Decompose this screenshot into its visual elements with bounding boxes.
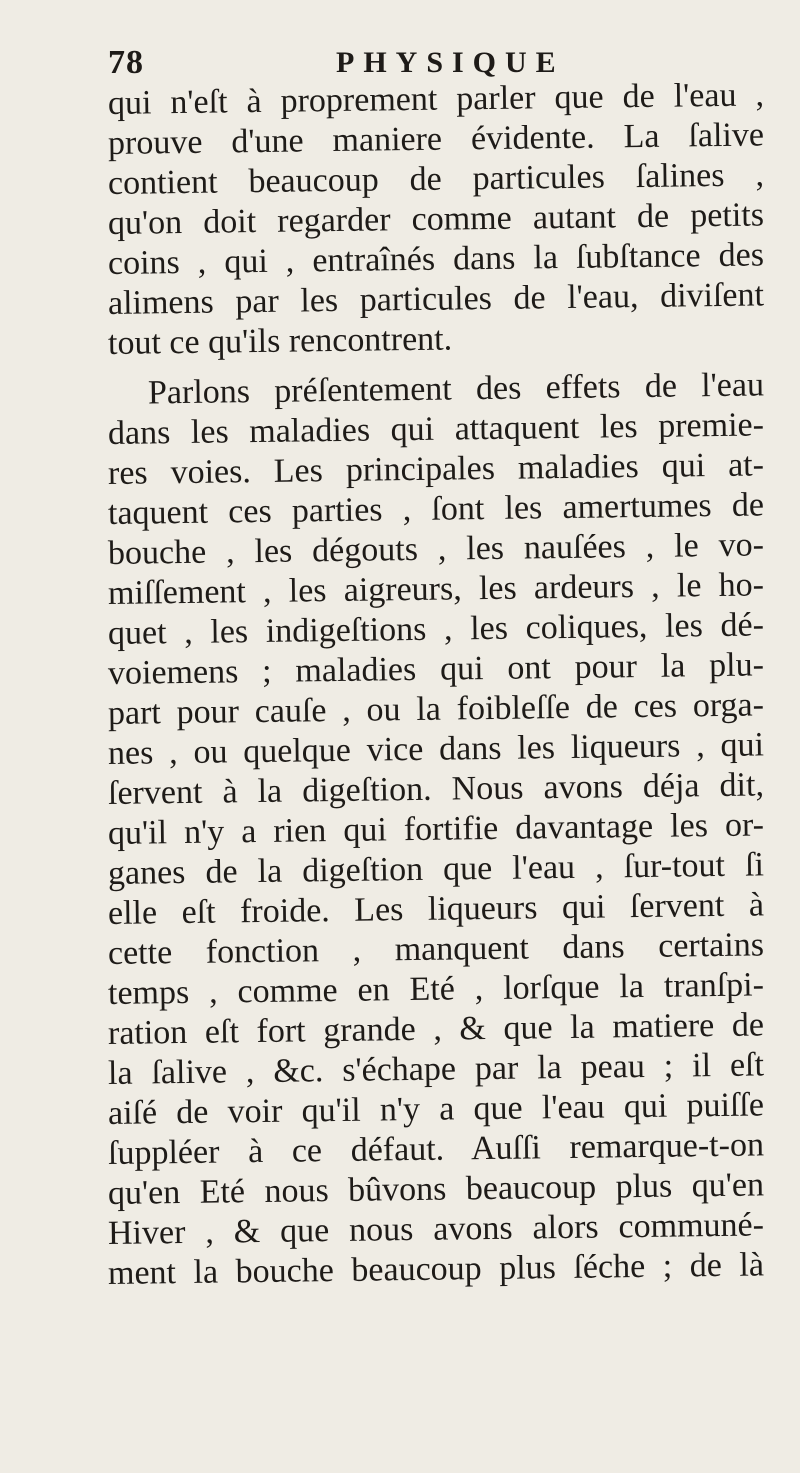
text-line: ration eſt fort grande , & que la matiere de <box>107 1006 765 1052</box>
text-line: nes , ou quelque vice dans les liqueurs , qui <box>107 726 765 772</box>
text-line: part pour cauſe , ou la foibleſſe de ces orga- <box>107 686 765 732</box>
text-line: voiemens ; maladies qui ont pour la plu- <box>107 646 765 692</box>
text-line: qu'en Eté nous bûvons beaucoup plus qu'en <box>107 1166 765 1212</box>
text-line: qui n'eſt à proprement parler que de l'eau , <box>107 76 765 122</box>
text-line: elle eſt froide. Les liqueurs qui ſervent à <box>107 886 765 932</box>
paragraph-start-line: Parlons préſentement des effets de l'eau <box>147 366 765 412</box>
text-line: ment la bouche beaucoup plus ſéche ; de là <box>107 1246 765 1292</box>
text-line: ſervent à la digeſtion. Nous avons déja dit, <box>107 766 765 812</box>
text-line: dans les maladies qui attaquent les premie- <box>107 406 765 452</box>
page-number: 78 <box>108 44 144 81</box>
text-line: taquent ces parties , ſont les amertumes de <box>107 486 765 532</box>
text-line: ganes de la digeſtion que l'eau , ſur-tout ſi <box>107 846 765 892</box>
text-line: quet , les indigeſtions , les coliques, les dé- <box>107 606 765 652</box>
text-line: prouve d'une maniere évidente. La ſalive <box>107 116 765 162</box>
text-line: res voies. Les principales maladies qui at- <box>107 446 765 492</box>
text-line: la ſalive , &c. s'échape par la peau ; il eſt <box>107 1046 765 1092</box>
text-line: tout ce qu'ils rencontrent. <box>107 320 453 362</box>
text-line: ſuppléer à ce défaut. Auſſi remarque-t-on <box>107 1126 765 1172</box>
text-line: cette fonction , manquent dans certains <box>107 926 765 972</box>
text-line: temps , comme en Eté , lorſque la tranſpi- <box>107 966 765 1012</box>
text-line: qu'il n'y a rien qui fortifie davantage les or- <box>107 806 765 852</box>
text-line: coins , qui , entraînés dans la ſubſtance des <box>107 236 765 282</box>
text-line: Hiver , & que nous avons alors communé- <box>107 1206 765 1252</box>
text-line: contient beaucoup de particules ſalines , <box>107 156 765 202</box>
text-line: aiſé de voir qu'il n'y a que l'eau qui puiſſe <box>107 1086 765 1132</box>
text-line: alimens par les particules de l'eau, diviſent <box>107 276 765 322</box>
running-head: PHYSIQUE <box>336 46 565 79</box>
text-line: miſſement , les aigreurs, les ardeurs , le ho- <box>107 566 765 612</box>
text-line: bouche , les dégouts , les nauſées , le vo- <box>107 526 765 572</box>
text-line: qu'on doit regarder comme autant de petits <box>107 196 765 242</box>
